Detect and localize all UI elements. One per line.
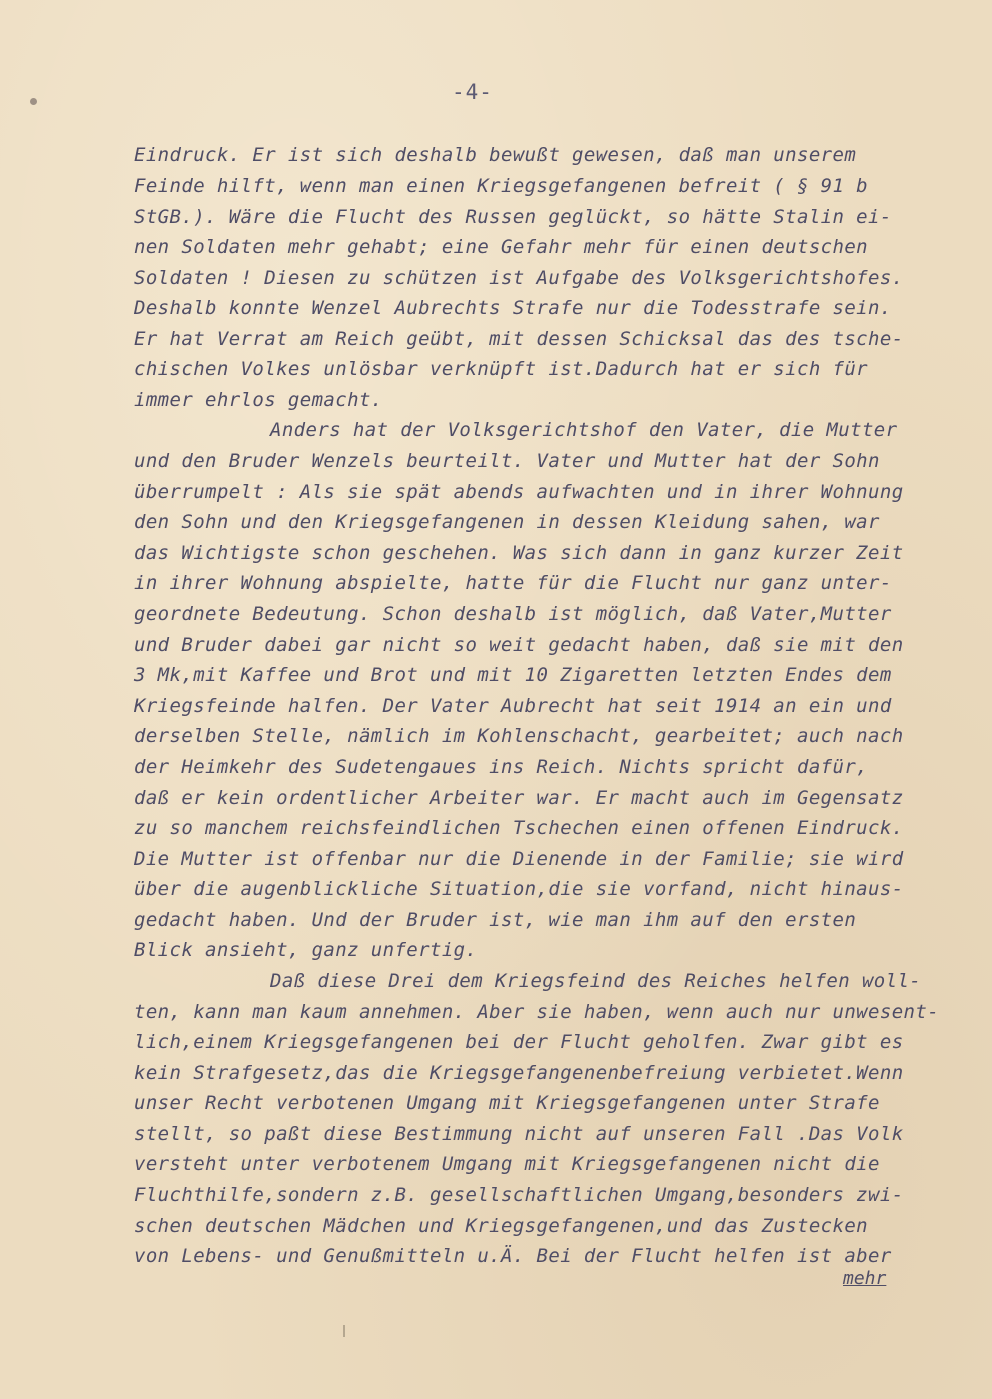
text-line: derselben Stelle, nämlich im Kohlenschacht, gearbeitet; auch nach (134, 725, 904, 747)
text-line: 3 Mk,mit Kaffee und Brot und mit 10 Zigaretten letzten Endes dem (134, 664, 892, 686)
text-line: kein Strafgesetz,das die Kriegsgefangenenbefreiung verbietet.Wenn (134, 1062, 904, 1084)
text-line: gedacht haben. Und der Bruder ist, wie man ihm auf den ersten (134, 909, 857, 931)
text-line: der Heimkehr des Sudetengaues ins Reich. Nichts spricht dafür, (134, 756, 869, 778)
text-line: versteht unter verbotenem Umgang mit Kriegsgefangenen nicht die (134, 1153, 880, 1175)
text-line: ten, kann man kaum annehmen. Aber sie haben, wenn auch nur unwesent- (134, 1001, 940, 1023)
text-line: chischen Volkes unlösbar verknüpft ist.Dadurch hat er sich für (134, 358, 869, 380)
text-line: Er hat Verrat am Reich geübt, mit dessen Schicksal das des tsche- (134, 328, 904, 350)
page-number: -4- (452, 80, 493, 104)
text-line: den Sohn und den Kriegsgefangenen in dessen Kleidung sahen, war (134, 511, 880, 533)
text-line: Kriegsfeinde halfen. Der Vater Aubrecht hat seit 1914 an ein und (134, 695, 892, 717)
text-line: Eindruck. Er ist sich deshalb bewußt gewesen, daß man unserem (134, 144, 857, 166)
text-line: StGB.). Wäre die Flucht des Russen geglückt, so hätte Stalin ei- (134, 206, 892, 228)
text-line: Fluchthilfe,sondern z.B. gesellschaftlichen Umgang,besonders zwi- (134, 1184, 904, 1206)
text-line: Die Mutter ist offenbar nur die Dienende in der Familie; sie wird (134, 848, 904, 870)
text-line: über die augenblickliche Situation,die sie vorfand, nicht hinaus- (134, 878, 904, 900)
text-line: und Bruder dabei gar nicht so weit gedacht haben, daß sie mit den (134, 634, 904, 656)
text-line: und den Bruder Wenzels beurteilt. Vater und Mutter hat der Sohn (134, 450, 880, 472)
text-line: unser Recht verbotenen Umgang mit Kriegsgefangenen unter Strafe (134, 1092, 880, 1114)
text-line: Feinde hilft, wenn man einen Kriegsgefangenen befreit ( § 91 b (134, 175, 869, 197)
text-line: schen deutschen Mädchen und Kriegsgefangenen,und das Zustecken (134, 1215, 869, 1237)
text-line: stellt, so paßt diese Bestimmung nicht auf unseren Fall .Das Volk (134, 1123, 904, 1145)
text-line: Blick ansieht, ganz unfertig. (134, 939, 478, 961)
text-line: Deshalb konnte Wenzel Aubrechts Strafe nur die Todesstrafe sein. (134, 297, 892, 319)
text-line: lich,einem Kriegsgefangenen bei der Flucht geholfen. Zwar gibt es (134, 1031, 904, 1053)
paper-mark (343, 1325, 345, 1337)
text-line: daß er kein ordentlicher Arbeiter war. Er macht auch im Gegensatz (134, 787, 904, 809)
text-line: überrumpelt : Als sie spät abends aufwachten und in ihrer Wohnung (134, 481, 904, 503)
punch-hole-mark (30, 98, 37, 105)
text-line: in ihrer Wohnung abspielte, hatte für die Flucht nur ganz unter- (134, 572, 892, 594)
text-line: Daß diese Drei dem Kriegsfeind des Reiches helfen woll- (270, 970, 922, 992)
text-line: Soldaten ! Diesen zu schützen ist Aufgabe des Volksgerichtshofes. (134, 267, 904, 289)
text-line: Anders hat der Volksgerichtshof den Vater, die Mutter (270, 419, 898, 441)
text-line: nen Soldaten mehr gehabt; eine Gefahr mehr für einen deutschen (134, 236, 869, 258)
text-line: das Wichtigste schon geschehen. Was sich dann in ganz kurzer Zeit (134, 542, 904, 564)
catchword: mehr (843, 1268, 887, 1289)
text-line: immer ehrlos gemacht. (134, 389, 383, 411)
text-line: von Lebens- und Genußmitteln u.Ä. Bei der Flucht helfen ist aber (134, 1245, 892, 1267)
text-line: geordnete Bedeutung. Schon deshalb ist möglich, daß Vater,Mutter (134, 603, 892, 625)
text-line: zu so manchem reichsfeindlichen Tschechen einen offenen Eindruck. (134, 817, 904, 839)
